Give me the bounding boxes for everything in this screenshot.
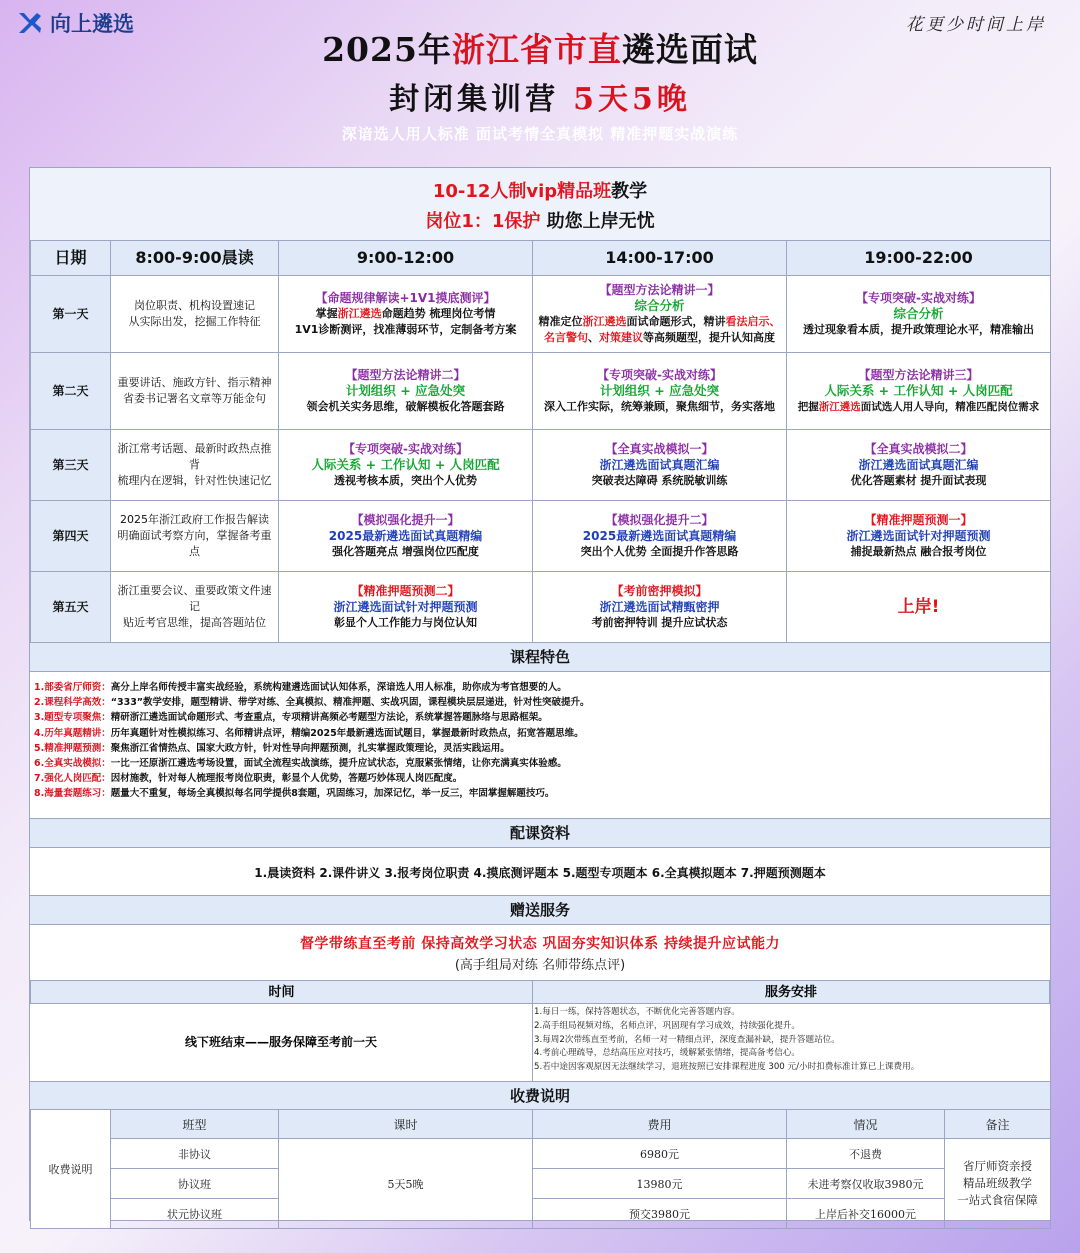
note-cell: 省厅师资亲授 精品班级教学 一站式食宿保障	[945, 1139, 1051, 1229]
table-row: 非协议 5天5晚 6980元 不退费 省厅师资亲授 精品班级教学 一站式食宿保障	[31, 1139, 1051, 1169]
col-arrangement: 服务安排	[532, 980, 1050, 1004]
fees-table	[30, 1109, 1051, 1229]
day-label: 第五天	[31, 572, 111, 643]
features-title: 课程特色	[30, 642, 1050, 672]
list-item: 6.全真实战模拟：一比一还原浙江遴选考场设置，面试全流程实战演练，提升应试状态，克服紧张情绪，让你充满真实体验感。	[34, 758, 567, 770]
session-cell: 【模拟强化提升二】 2025最新遴选面试真题精编 突出个人优势 全面提升作答思路	[533, 501, 787, 572]
table-row	[31, 572, 1051, 643]
session-cell: 【题型方法论精讲二】 计划组织 + 应急处突 领会机关实务思维，破解模板化答题套路	[279, 353, 533, 430]
col-time: 时间	[30, 980, 533, 1004]
col-session1: 9:00-12:00	[279, 241, 533, 276]
schedule-header-row	[31, 241, 1051, 276]
session-cell: 【模拟强化提升一】 2025最新遴选面试真题精编 强化答题亮点 增强岗位匹配度	[279, 501, 533, 572]
materials-list: 1.晨读资料 2.课件讲义 3.报考岗位职责 4.摸底测评题本 5.题型专项题本 6.全真模拟题本 7.押题预测题本	[254, 866, 826, 880]
session-cell: 【全真实战模拟一】 浙江遴选面试真题汇编 突破表达障碍 系统脱敏训练	[533, 430, 787, 501]
page-subtitle-camp: 封闭集训营 5天5晚	[389, 82, 691, 117]
day-label: 第三天	[31, 430, 111, 501]
session-cell: 【专项突破-实战对练】 人际关系 + 工作认知 + 人岗匹配 透视考核本质，突出个人优势	[279, 430, 533, 501]
morning-reading: 岗位职责、机构设置速记 从实际出发，挖掘工作特征	[111, 276, 279, 353]
col-status: 情况	[787, 1110, 945, 1139]
session-cell: 【考前密押模拟】 浙江遴选面试精甄密押 考前密押特训 提升应试状态	[533, 572, 787, 643]
col-note: 备注	[945, 1110, 1051, 1139]
list-item: 8.海量套题练习：题量大不重复，每场全真模拟每名同学提供8套题，巩固练习，加深记忆，举一反三，牢固掌握解题技巧。	[34, 788, 555, 800]
session-cell: 【专项突破-实战对练】 综合分析 透过现象看本质，提升政策理论水平，精准输出	[787, 276, 1051, 353]
page-title: 2025年浙江省市直遴选面试	[322, 30, 758, 69]
session-cell: 【命题规律解读+1V1摸底测评】 掌握浙江遴选命题趋势 梳理岗位考情 1V1诊断测评，找准薄弱环节，定制备考方案	[279, 276, 533, 353]
col-morning: 8:00-9:00晨读	[111, 241, 279, 276]
services-title: 赠送服务	[30, 895, 1050, 925]
list-item: 1.每日一练，保持答题状态，不断优化完善答题内容。	[534, 1007, 740, 1017]
session-cell: 【题型方法论精讲一】 综合分析 精准定位浙江遴选面试命题形式，精讲看法启示、 名言警句、对策建议等高频题型，提升认知高度	[533, 276, 787, 353]
service-items	[534, 1006, 1048, 1075]
list-item: 3.题型专项聚焦：精研浙江遴选面试命题形式、考查重点，专项精讲高频必考题型方法论，系统掌握答题脉络与思路框架。	[34, 712, 548, 724]
col-date: 日期	[31, 241, 111, 276]
course-sheet	[29, 167, 1051, 1221]
materials-title: 配课资料	[30, 818, 1050, 848]
morning-reading: 浙江常考话题、最新时政热点推背 梳理内在逻辑，针对性快速记忆	[111, 430, 279, 501]
col-hours: 课时	[279, 1110, 533, 1139]
morning-reading: 浙江重要会议、重要政策文件速记 贴近考官思维，提高答题站位	[111, 572, 279, 643]
slogan: 花更少时间上岸	[906, 15, 1046, 35]
list-item: 3.每周2次带练直至考前，名师一对一精细点评，深度查漏补缺，提升答题站位。	[534, 1034, 840, 1045]
day-label: 第一天	[31, 276, 111, 353]
session-cell: 【题型方法论精讲三】 人际关系 + 工作认知 + 人岗匹配 把握浙江遴选面试选人用人导向，精准匹配岗位需求	[787, 353, 1051, 430]
table-row	[31, 353, 1051, 430]
day-label: 第二天	[31, 353, 111, 430]
fees-side-label: 收费说明	[31, 1110, 111, 1229]
hours-cell: 5天5晚	[279, 1139, 533, 1229]
session-cell: 上岸!	[787, 572, 1051, 643]
table-row	[31, 501, 1051, 572]
service-period: 线下班结束——服务保障至考前一天	[30, 1004, 533, 1081]
col-session2: 14:00-17:00	[533, 241, 787, 276]
brand-name: 向上遴选	[50, 12, 134, 36]
features-list	[30, 670, 1044, 802]
table-row	[31, 430, 1051, 501]
col-fee: 费用	[533, 1110, 787, 1139]
list-item: 4.历年真题精讲：历年真题针对性模拟练习、名师精讲点评，精编2025年最新遴选面试题目，掌握最新时政热点，拓宽答题思维。	[34, 727, 584, 739]
table-row: 状元协议班 预交3980元 上岸后补交16000元	[31, 1199, 1051, 1229]
morning-reading: 重要讲话、施政方针、指示精神 省委书记署名文章等万能金句	[111, 353, 279, 430]
fees-title: 收费说明	[30, 1081, 1050, 1111]
services-note: (高手组局对练 名师带练点评)	[454, 958, 626, 973]
list-item: 7.强化人岗匹配：因材施教，针对每人梳理报考岗位职责，彰显个人优势，答题巧妙体现人岗匹配度。	[34, 773, 463, 785]
table-row	[31, 276, 1051, 353]
schedule-table	[30, 240, 1051, 643]
morning-reading: 2025年浙江政府工作报告解读 明确面试考察方向，掌握备考重点	[111, 501, 279, 572]
list-item: 5.若中途因客观原因无法继续学习，退班按照已安排课程进度 300 元/小时扣费标准计算已上课费用。	[534, 1062, 920, 1073]
list-item: 4.考前心理疏导，总结高压应对技巧，缓解紧张情绪，提高备考信心。	[534, 1048, 801, 1059]
day-label: 第四天	[31, 501, 111, 572]
col-session3: 19:00-22:00	[787, 241, 1051, 276]
list-item: 1.部委省厅师资：高分上岸名师传授丰富实战经验，系统构建遴选面试认知体系，深谙选人用人标准，助你成为考官想要的人。	[34, 682, 567, 693]
session-cell: 【精准押题预测一】 浙江遴选面试针对押题预测 捕捉最新热点 融合报考岗位	[787, 501, 1051, 572]
class-header: 10-12人制vip精品班教学 岗位1：1保护 助您上岸无忧	[30, 168, 1050, 241]
session-cell: 【专项突破-实战对练】 计划组织 + 应急处突 深入工作实际，统筹兼顾，聚焦细节，务实落地	[533, 353, 787, 430]
session-cell: 【精准押题预测二】 浙江遴选面试针对押题预测 彰显个人工作能力与岗位认知	[279, 572, 533, 643]
session-cell: 【全真实战模拟二】 浙江遴选面试真题汇编 优化答题素材 提升面试表现	[787, 430, 1051, 501]
list-item: 5.精准押题预测：聚焦浙江省情热点、国家大政方针，针对性导向押题预测，扎实掌握政策理论，灵活实践运用。	[34, 742, 510, 754]
list-item: 2.课程科学高效：“333”教学安排，题型精讲、带学对练、全真模拟、精准押题、实战巩固，课程模块层层递进，针对性突破提升。	[34, 697, 590, 709]
tagline: 深谙选人用人标准 面试考情全真模拟 精准押题实战演练	[341, 125, 739, 143]
table-row: 协议班 13980元 未进考察仅收取3980元	[31, 1169, 1051, 1199]
list-item: 2.高手组局视频对练，名师点评，巩固现有学习成效，持续强化提升。	[534, 1020, 801, 1031]
services-headline: 督学带练直至考前 保持高效学习状态 巩固夯实知识体系 持续提升应试能力	[299, 936, 781, 952]
col-type: 班型	[111, 1110, 279, 1139]
